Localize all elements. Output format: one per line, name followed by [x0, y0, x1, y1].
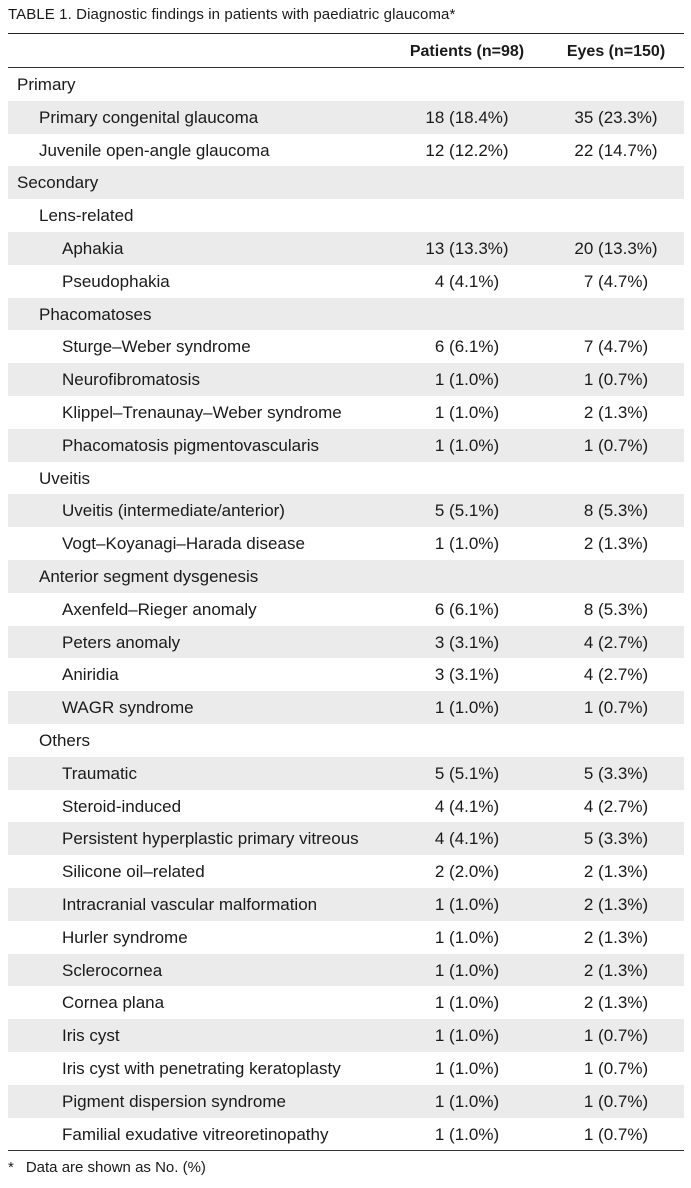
cell-eyes: 1 (0.7%): [583, 698, 649, 718]
cell-eyes: 2 (1.3%): [583, 993, 649, 1013]
row-label: Iris cyst: [62, 1026, 120, 1046]
table-caption: [8, 6, 455, 23]
cell-eyes: 4 (2.7%): [583, 665, 649, 685]
row-label: Lens-related: [39, 206, 134, 226]
row-label: Axenfeld–Rieger anomaly: [62, 599, 257, 619]
cell-eyes: 7 (4.7%): [583, 271, 649, 291]
table-row: [8, 265, 684, 298]
table-footnote: [8, 1159, 206, 1176]
table-row: [8, 626, 684, 659]
cell-patients: 1 (1.0%): [434, 960, 500, 980]
table-row: [8, 888, 684, 921]
cell-eyes: 4 (2.7%): [583, 796, 649, 816]
table-row: [8, 658, 684, 691]
row-label: Primary congenital glaucoma: [39, 107, 259, 127]
cell-eyes: 2 (1.3%): [583, 534, 649, 554]
table-row: [8, 724, 684, 757]
cell-patients: 1 (1.0%): [434, 698, 500, 718]
cell-eyes: 5 (3.3%): [583, 763, 649, 783]
table-row: [8, 921, 684, 954]
row-label: Phacomatosis pigmentovascularis: [62, 435, 320, 455]
cell-eyes: 1 (0.7%): [583, 435, 649, 455]
cell-eyes: 2 (1.3%): [583, 927, 649, 947]
row-label: Hurler syndrome: [62, 927, 188, 947]
table-row: [8, 199, 684, 232]
table-row: [8, 101, 684, 134]
table-row: [8, 494, 684, 527]
table-caption-text: Diagnostic findings in patients with paediatric glaucoma*: [76, 6, 456, 23]
table-row: [8, 691, 684, 724]
cell-patients: 1 (1.0%): [434, 993, 500, 1013]
cell-eyes: 2 (1.3%): [583, 402, 649, 422]
row-label: Uveitis: [39, 468, 91, 488]
cell-patients: 1 (1.0%): [434, 1091, 500, 1111]
table-row: [8, 855, 684, 888]
table-bottom-rule: [8, 1150, 684, 1151]
table-row: [8, 1019, 684, 1052]
cell-eyes: 2 (1.3%): [583, 862, 649, 882]
row-label: Pigment dispersion syndrome: [62, 1091, 286, 1111]
row-label: Traumatic: [62, 763, 137, 783]
cell-eyes: 1 (0.7%): [583, 1026, 649, 1046]
cell-eyes: 35 (23.3%): [574, 107, 658, 127]
cell-patients: 1 (1.0%): [434, 1124, 500, 1144]
row-label: Aniridia: [62, 665, 119, 685]
table-row: [8, 560, 684, 593]
table-row: [8, 986, 684, 1019]
cell-eyes: 20 (13.3%): [574, 238, 658, 258]
row-label: WAGR syndrome: [62, 698, 194, 718]
row-label: Primary: [17, 75, 76, 94]
table-caption-label: TABLE 1.: [8, 6, 72, 23]
table-row: [8, 1052, 684, 1085]
table-header-row: [8, 34, 684, 67]
cell-patients: 5 (5.1%): [434, 763, 500, 783]
cell-patients: 3 (3.1%): [434, 665, 500, 685]
cell-patients: 12 (12.2%): [425, 140, 509, 160]
row-label: Sturge–Weber syndrome: [62, 337, 251, 357]
cell-eyes: 2 (1.3%): [583, 960, 649, 980]
cell-eyes: 8 (5.3%): [583, 501, 649, 521]
cell-eyes: 1 (0.7%): [583, 1124, 649, 1144]
table-row: [8, 330, 684, 363]
row-label: Sclerocornea: [62, 960, 163, 980]
row-label: Neurofibromatosis: [62, 370, 200, 390]
cell-eyes: 7 (4.7%): [583, 337, 649, 357]
row-label: Pseudophakia: [62, 271, 170, 291]
header-eyes: Eyes (n=150): [566, 43, 666, 60]
cell-patients: 1 (1.0%): [434, 1058, 500, 1078]
cell-eyes: 2 (1.3%): [583, 894, 649, 914]
row-label: Klippel–Trenaunay–Weber syndrome: [62, 402, 342, 422]
cell-patients: 4 (4.1%): [434, 829, 500, 849]
table-row: [8, 363, 684, 396]
cell-patients: 1 (1.0%): [434, 894, 500, 914]
cell-eyes: 5 (3.3%): [583, 829, 649, 849]
table-row: [8, 298, 684, 331]
footnote-mark: *: [8, 1159, 14, 1176]
table-row: [8, 757, 684, 790]
cell-patients: 5 (5.1%): [434, 501, 500, 521]
row-label: Intracranial vascular malformation: [62, 894, 318, 914]
row-label: Persistent hyperplastic primary vitreous: [62, 829, 359, 849]
row-label: Familial exudative vitreoretinopathy: [62, 1124, 329, 1144]
header-patients: Patients (n=98): [409, 43, 525, 60]
row-label: Juvenile open-angle glaucoma: [39, 140, 270, 160]
table-row: [8, 462, 684, 495]
row-label: Phacomatoses: [39, 304, 152, 324]
cell-patients: 3 (3.1%): [434, 632, 500, 652]
table-row: [8, 166, 684, 199]
table-row: [8, 527, 684, 560]
row-label: Silicone oil–related: [62, 862, 205, 882]
cell-patients: 18 (18.4%): [425, 107, 509, 127]
table-row: [8, 593, 684, 626]
table-row: [8, 1118, 684, 1151]
cell-patients: 13 (13.3%): [425, 238, 509, 258]
cell-patients: 4 (4.1%): [434, 271, 500, 291]
cell-patients: 1 (1.0%): [434, 370, 500, 390]
cell-patients: 4 (4.1%): [434, 796, 500, 816]
row-label: Secondary: [17, 173, 99, 193]
cell-eyes: 1 (0.7%): [583, 1091, 649, 1111]
cell-patients: 6 (6.1%): [434, 337, 500, 357]
cell-eyes: 1 (0.7%): [583, 1058, 649, 1078]
table-row: [8, 232, 684, 265]
row-label: Steroid-induced: [62, 796, 182, 816]
table-row: [8, 1085, 684, 1118]
table-row: [8, 429, 684, 462]
table-row: [8, 954, 684, 987]
table-row: [8, 396, 684, 429]
cell-eyes: 4 (2.7%): [583, 632, 649, 652]
table-row: [8, 822, 684, 855]
row-label: Uveitis (intermediate/anterior): [62, 501, 285, 521]
cell-eyes: 8 (5.3%): [583, 599, 649, 619]
cell-patients: 1 (1.0%): [434, 927, 500, 947]
row-label: Peters anomaly: [62, 632, 181, 652]
cell-patients: 1 (1.0%): [434, 534, 500, 554]
cell-patients: 1 (1.0%): [434, 1026, 500, 1046]
row-label: Others: [39, 730, 91, 750]
cell-patients: 2 (2.0%): [434, 862, 500, 882]
table-row: [8, 790, 684, 823]
cell-patients: 6 (6.1%): [434, 599, 500, 619]
table-row: [8, 68, 684, 101]
row-label: Anterior segment dysgenesis: [39, 566, 259, 586]
cell-patients: 1 (1.0%): [434, 435, 500, 455]
table-body: [8, 68, 684, 1150]
footnote-text: Data are shown as No. (%): [25, 1159, 206, 1176]
cell-eyes: 22 (14.7%): [574, 140, 658, 160]
cell-patients: 1 (1.0%): [434, 402, 500, 422]
table-row: [8, 134, 684, 167]
row-label: Vogt–Koyanagi–Harada disease: [62, 534, 305, 554]
row-label: Iris cyst with penetrating keratoplasty: [62, 1058, 341, 1078]
cell-eyes: 1 (0.7%): [583, 370, 649, 390]
row-label: Aphakia: [62, 238, 124, 258]
row-label: Cornea plana: [62, 993, 165, 1013]
